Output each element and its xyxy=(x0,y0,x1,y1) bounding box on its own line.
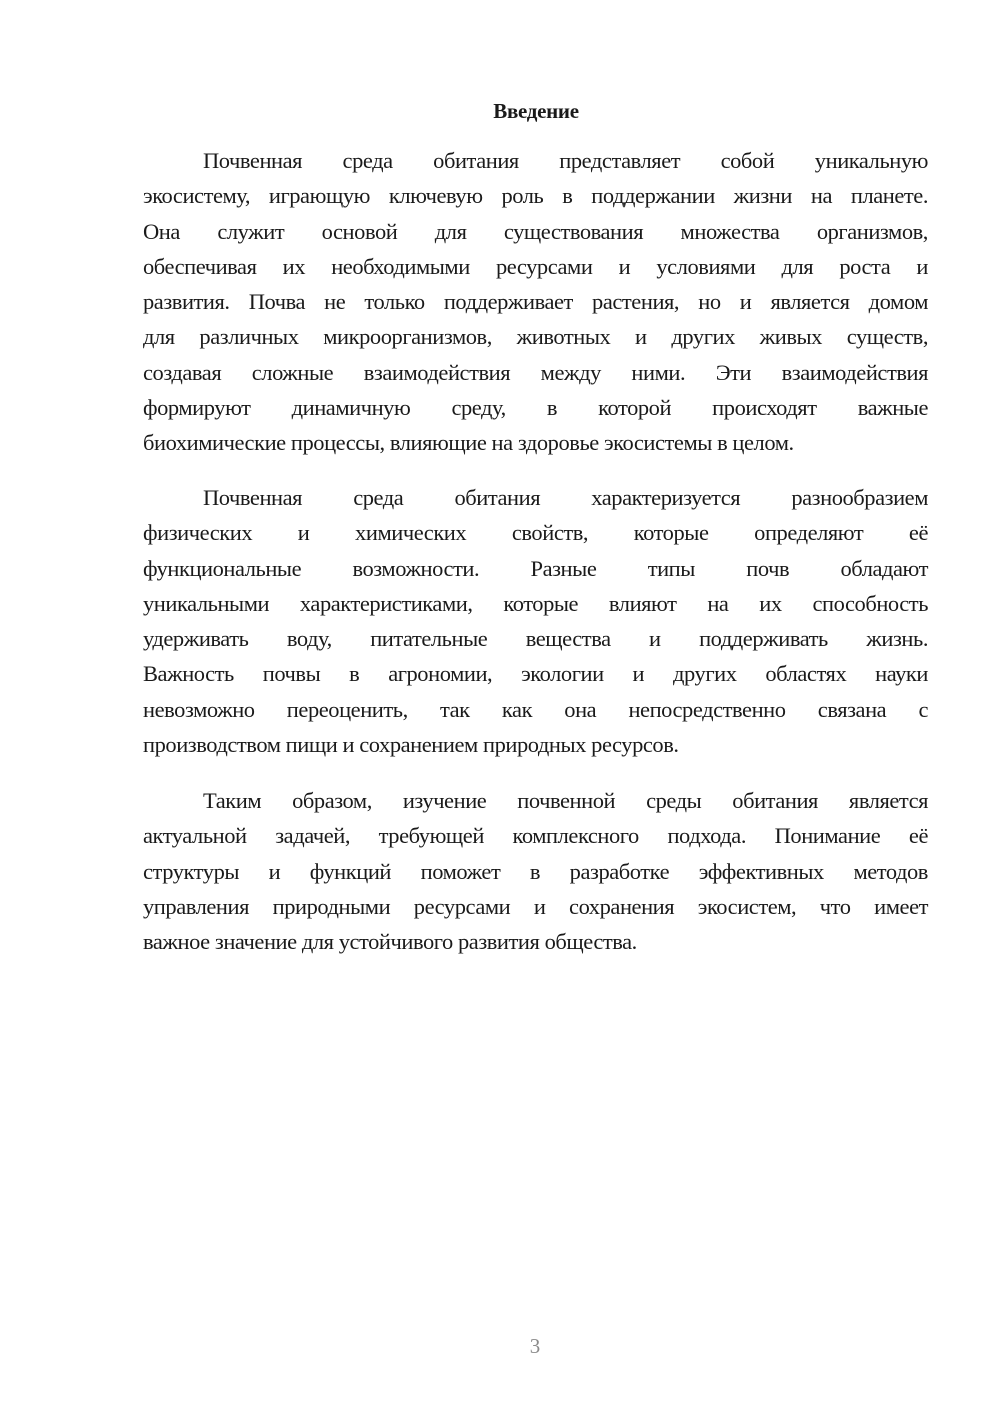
paragraph-properties xyxy=(143,480,928,762)
section-heading: Введение xyxy=(493,99,579,123)
text-line: удерживать воду, питательные вещества и поддерживать жизнь. xyxy=(143,626,928,652)
text-line: создавая сложные взаимодействия между ними. Эти взаимодействия xyxy=(143,359,928,385)
text-line: физических и химических свойств, которые определяют её xyxy=(143,520,928,546)
page-number: 3 xyxy=(529,1334,541,1358)
text-line: биохимические процессы, влияющие на здоровье экосистемы в целом. xyxy=(143,430,794,456)
paragraph-conclusion xyxy=(143,783,928,959)
text-line: производством пищи и сохранением природных ресурсов. xyxy=(143,732,679,758)
text-line: экосистему, играющую ключевую роль в поддержании жизни на планете. xyxy=(143,183,928,209)
text-line: управления природными ресурсами и сохранения экосистем, что имеет xyxy=(143,893,928,919)
text-line: Почвенная среда обитания характеризуется разнообразием xyxy=(203,485,928,510)
paragraph-intro xyxy=(143,143,928,461)
text-line: Почвенная среда обитания представляет собой уникальную xyxy=(203,148,928,173)
text-line: Она служит основой для существования множества организмов, xyxy=(143,218,928,244)
text-line: важное значение для устойчивого развития общества. xyxy=(143,929,637,955)
text-line: для различных микроорганизмов, животных и других живых существ, xyxy=(143,324,928,350)
text-line: Таким образом, изучение почвенной среды обитания является xyxy=(203,788,928,813)
text-line: формируют динамичную среду, в которой происходят важные xyxy=(143,395,928,421)
text-line: Важность почвы в агрономии, экологии и других областях науки xyxy=(143,661,928,687)
text-line: функциональные возможности. Разные типы почв обладают xyxy=(143,555,928,581)
text-line: развития. Почва не только поддерживает растения, но и является домом xyxy=(143,289,928,315)
text-line: структуры и функций поможет в разработке эффективных методов xyxy=(143,858,928,884)
text-line: невозможно переоценить, так как она непосредственно связана с xyxy=(143,696,928,722)
text-line: актуальной задачей, требующей комплексного подхода. Понимание её xyxy=(143,823,928,849)
text-line: обеспечивая их необходимыми ресурсами и условиями для роста и xyxy=(143,253,928,279)
text-line: уникальными характеристиками, которые влияют на их способность xyxy=(143,590,928,616)
